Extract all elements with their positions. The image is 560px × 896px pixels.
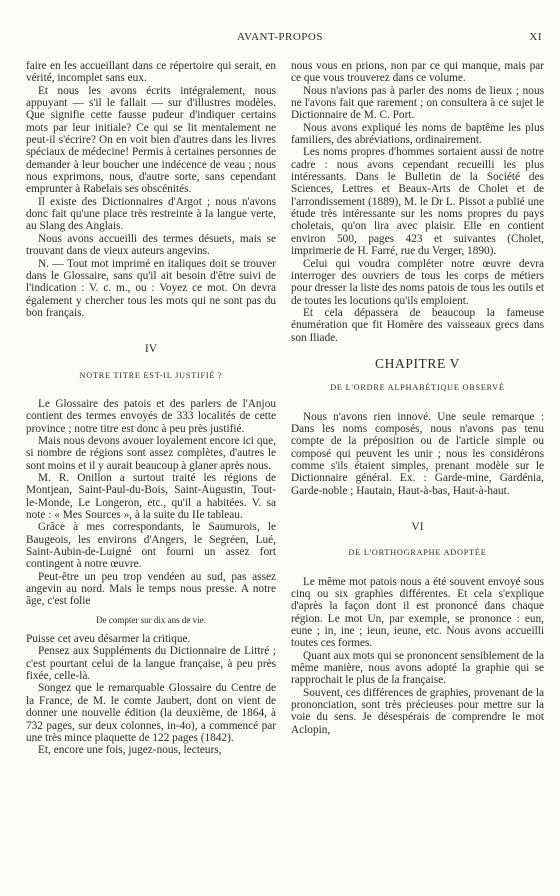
paragraph: Songez que le remarquable Glossaire du Centre de la France, de M. le comte Jaubert, dont on vient de donner une nouvelle édition (la deuxième, de 1864, à 732 pages, sur deux colonnes, in-4o), a commencé par une très mince plaquette de 122 pages (1842). bbox=[26, 682, 276, 744]
chapter-heading: CHAPITRE V bbox=[375, 355, 460, 371]
paragraph: Et nous les avons écrits intégralement, nous appuyant — s'il le fallait — sur d'illustres modèles. Que signifie cette fausse pudeur d'indiquer certains mots par leur initiale? Ce qui se lit mentalement ne peut-il s'écrire? On en voit bien d'autres dans les livres spéciaux de médecine! Permis à certaines personnes de demander à leur boucher une indécence de veau ; nous nous exprimons, nous, d'autre sorte, sans cependant emprunter à Rabelais ses obscénités. bbox=[26, 84, 276, 196]
paragraph: Le Glossaire des patois et des parlers de l'Anjou contient des termes envoyés de 333 localités de cette province ; notre titre est donc à peu près justifié. bbox=[26, 397, 276, 435]
section-title: DE L'ORTHOGRAPHE ADOPTÉE bbox=[348, 548, 487, 558]
paragraph: Souvent, ces différences de graphies, provenant de la prononciation, sont très précieuses pour mettre sur la voie du sens. Je désespérais de comprendre le mot Aclopin, bbox=[291, 686, 544, 736]
paragraph: Nous n'avons rien innové. Une seule remarque : Dans les noms composés, nous n'avons pas tenu compte de la préposition ou de l'article simple ou composé qui peuvent les unir ; nous les considérons comme s'ils étaient simples, prenant modèle sur le Dictionnaire général. Ex. : Garde-mine, Gardénia, Garde-noble ; Hautain, Haut-à-bas, Haut-à-haut. bbox=[291, 410, 544, 497]
paragraph: Nous avons accueilli des termes désuets, mais se trouvant dans de vieux auteurs angevins. bbox=[26, 232, 276, 258]
right-column bbox=[291, 60, 544, 736]
paragraph: Et cela dépassera de beaucoup la fameuse énumération que fit Homère des vaisseaux grecs dans son Iliade. bbox=[291, 306, 544, 344]
paragraph: Celui qui voudra compléter notre œuvre devra interroger des ouvriers de tous les corps de métiers pour dresser la liste des noms patois de tous les outils et de toutes les locutions qu'ils emploient. bbox=[291, 257, 544, 307]
paragraph: Nous n'avions pas à parler des noms de lieux ; nous ne l'avons fait que rarement ; on consultera à ce sujet le Dictionnaire de M. C. Port. bbox=[291, 84, 544, 122]
paragraph: Grâce à mes correspondants, le Saumurois, le Baugeois, les environs d'Angers, le Segréen, Lué, Saint-Aubin-de-Luigné ont fourni un assez fort contingent à notre œuvre. bbox=[26, 521, 276, 571]
paragraph: N. — Tout mot imprimé en italiques doit se trouver dans le Glossaire, sans qu'il ait besoin d'être suivi de l'indication : V. c. m., ou : Voyez ce mot. On devra également y chercher tous les mots qui ne sont pas du bon français. bbox=[26, 257, 276, 319]
paragraph: Puisse cet aveu désarmer la critique. bbox=[26, 633, 191, 646]
paragraph: Nous avons expliqué les noms de baptême les plus familiers, des abréviations, ordinairement. bbox=[291, 121, 544, 147]
section-title: NOTRE TITRE EST-IL JUSTIFIÉ ? bbox=[79, 370, 223, 380]
paragraph: Et, encore une fois, jugez-nous, lecteurs, bbox=[38, 744, 222, 757]
page-number: XI bbox=[529, 31, 542, 43]
paragraph: M. R. Onillon a surtout traité les régions de Montjean, Saint-Paul-du-Bois, Saint-Augustin, Tout-le-Monde, Le Longeron, etc., qu'il a habitées. V. sa note : « Mes Sources », à la suite du IIe tableau. bbox=[26, 471, 276, 521]
paragraph: Mais nous devons avouer loyalement encore ici que, si nombre de régions sont assez complètes, d'autres le sont moins et il y aurait beaucoup à glaner après nous. bbox=[26, 434, 276, 472]
paragraph: Pensez aux Suppléments du Dictionnaire de Littré ; c'est pourtant celui de la langue française, à peu près fixée, celle-là. bbox=[26, 645, 276, 683]
paragraph: Il existe des Dictionnaires d'Argot ; nous n'avons donc fait qu'une place très restreinte à la langue verte, au Slang des Anglais. bbox=[26, 195, 276, 233]
paragraph: nous vous en prions, non par ce qui manque, mais par ce que vous trouverez dans ce volume. bbox=[291, 60, 544, 85]
left-column bbox=[26, 60, 276, 757]
paragraph: faire en les accueillant dans ce répertoire qui serait, en vérité, incomplet sans eux. bbox=[26, 60, 276, 85]
paragraph: Le même mot patois nous a été souvent envoyé sous cinq ou six graphies différentes. Et cela s'explique d'après la façon dont il est prononcé dans chaque région. Le mot Un, par exemple, se prononce : eun, eune ; in, ine ; ieun, ieune, etc. Nous avons accueilli toutes ces formes. bbox=[291, 575, 544, 650]
running-header bbox=[0, 31, 560, 45]
paragraph: Peut-être un peu trop vendéen au sud, pas assez angevin au nord. Mais le temps nous presse. A notre âge, c'est folie bbox=[26, 570, 276, 608]
paragraph: Les noms propres d'hommes sortaient aussi de notre cadre : nous avons cependant recueilli les plus intéressants. Dans le Bulletin de la Société des Sciences, Lettres et Beaux-Arts de Cholet et de l'arrondissement (1889), M. le Dr L. Pissot a publié une étude très intéressante sur les noms propres du pays choletais, qu'on lira avec plaisir. Elle en contient environ 500, pages 423 et suivantes (Cholet, imprimerie de H. Farré, rue du Verger, 1890). bbox=[291, 146, 544, 258]
paragraph: Quant aux mots qui se prononcent sensiblement de la même manière, nous avons adopté la graphie qui se rapprochait le plus de la française. bbox=[291, 649, 544, 687]
verse-quote: De compter sur dix ans de vie. bbox=[96, 614, 206, 625]
chapter-title: DE L'ORDRE ALPHABÉTIQUE OBSERVÉ bbox=[330, 383, 505, 393]
section-number: IV bbox=[144, 343, 158, 356]
section-number: VI bbox=[411, 521, 424, 533]
header-title: AVANT-PROPOS bbox=[237, 31, 323, 43]
